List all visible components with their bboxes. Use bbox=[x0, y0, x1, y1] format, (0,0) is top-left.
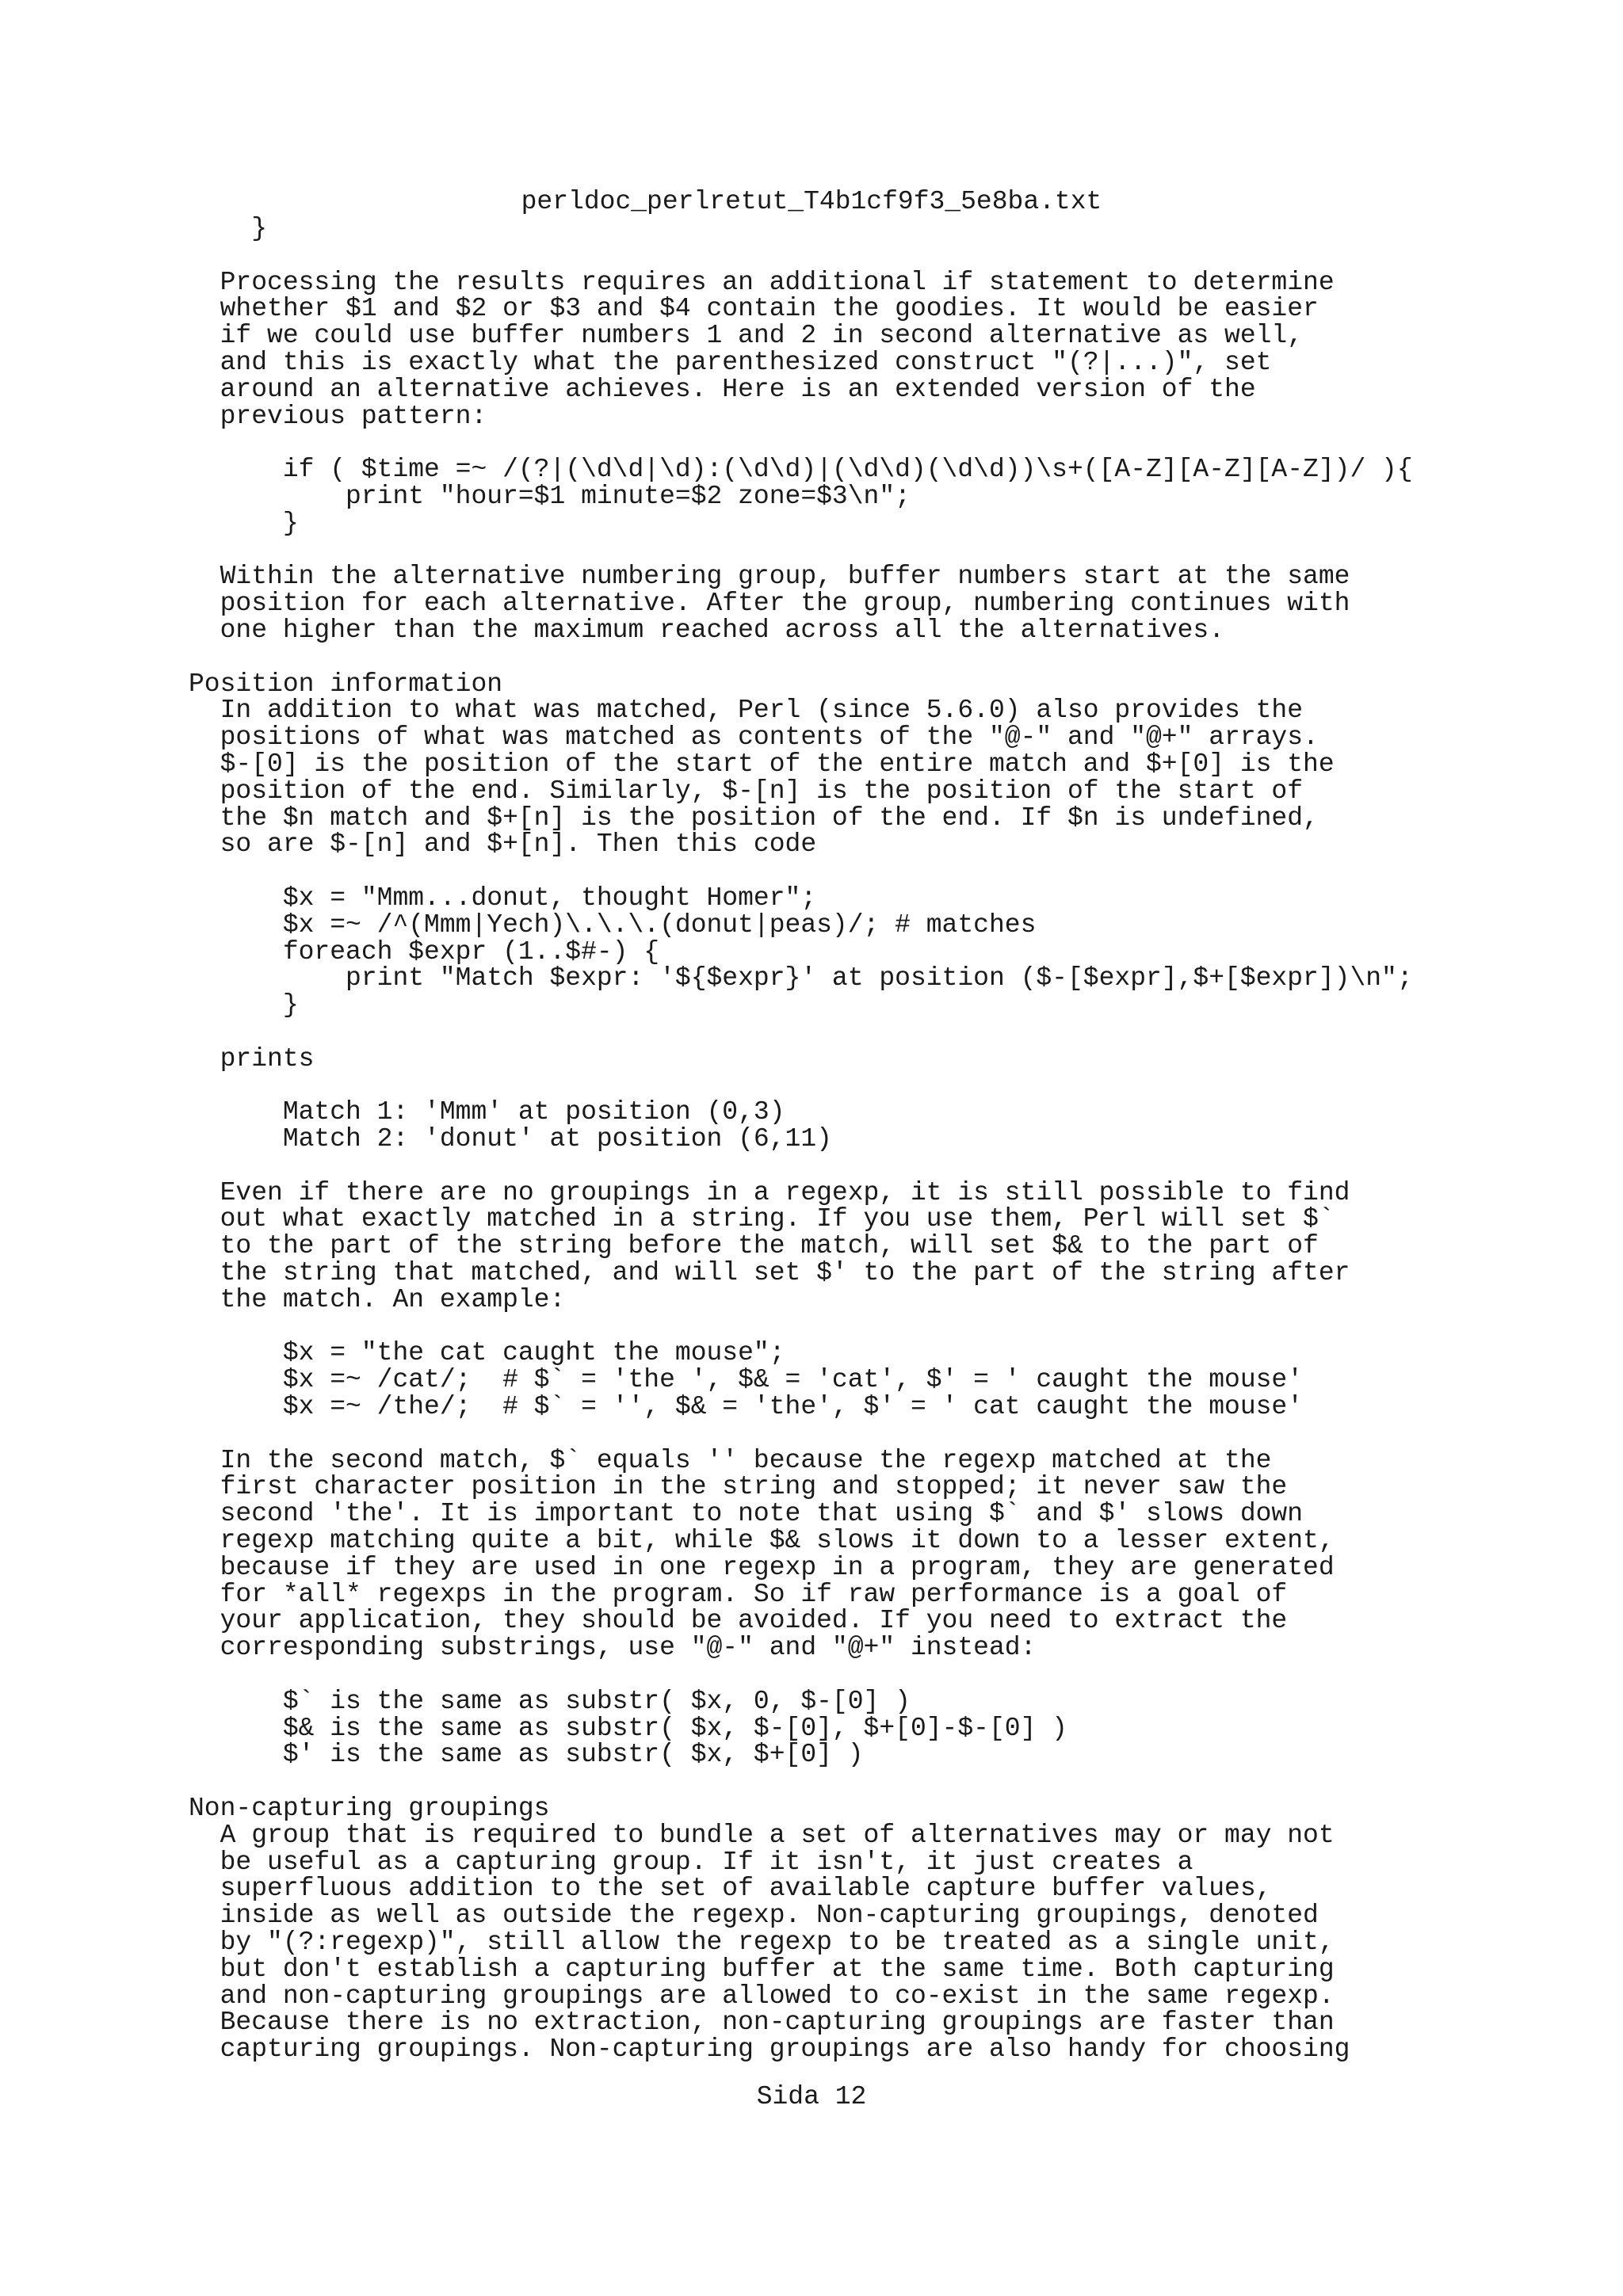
document-body-text: } Processing the results requires an additional if statement to determine whether $1 and $2 or $3 and $4 contain the goodies. It would be easier if we could use buffer numbers 1 and 2 in second alternative as well, and this is exactly what the parenthesized construct "(?|...)", set around an alternative achieves. Here is an extended version of the previous pattern: if ( $time =~ /(?|(\d\d|\d):(\d\d)|(\d\d)(\d\d))\s+([A-Z][A-Z][A-Z])/ ){ print "hour=$1 minute=$2 zone=$3\n"; } Within the alternative numbering group, buffer numbers start at the same position for each alternative. After the group, numbering continues with one higher than the maximum reached across all the alternatives. Position information In addition to what was matched, Perl (since 5.6.0) also provides the positions of what was matched as contents of the "@-" and "@+" arrays. $-[0] is the position of the start of the entire match and $+[0] is the position of the end. Similarly, $-[n] is the position of the start of the $n match and $+[n] is the position of the end. If $n is undefined, so are $-[n] and $+[n]. Then this code $x = "Mmm...donut, thought Homer"; $x =~ /^(Mmm|Yech)\.\.\.(donut|peas)/; # matches foreach $expr (1..$#-) { print "Match $expr: '${$expr}' at position ($-[$expr],$+[$expr])\n"; } prints Match 1: 'Mmm' at position (0,3) Match 2: 'donut' at position (6,11) Even if there are no groupings in a regexp, it is still possible to find out what exactly matched in a string. If you use them, Perl will set $` to the part of the string before the match, will set $& to the part of the string that matched, and will set $' to the part of the string after the match. An example: $x = "the cat caught the mouse"; $x =~ /cat/; # $` = 'the ', $& = 'cat', $' = ' caught the mouse' $x =~ /the/; # $` = '', $& = 'the', $' = ' cat caught the mouse' In the second match, $` equals '' because the regexp matched at the first character position in the string and stopped; it never saw the second 'the'. It is important to note that using $` and $' slows down regexp matching quite a bit, while $& slows it down to a lesser extent, because if they are used in one regexp in a program, they are generated for *all* regexps in the program. So if raw performance is a goal of your application, they should be avoided. If you need to extract the corresponding substrings, use "@-" and "@+" instead: $` is the same as substr( $x, 0, $-[0] ) $& is the same as substr( $x, $-[0], $+[0]-$-[0] ) $' is the same as substr( $x, $+[0] ) Non-capturing groupings A group that is required to bundle a set of alternatives may or may not be useful as a capturing group. If it isn't, it just creates a superfluous addition to the set of available capture buffer values, inside as well as outside the regexp. Non-capturing groupings, denoted by "(?:regexp)", still allow the regexp to be treated as a single unit, but don't establish a capturing buffer at the same time. Both capturing and non-capturing groupings are allowed to co-exist in the same regexp. Because there is no extraction, non-capturing groupings are faster than capturing groupings. Non-capturing groupings are also handy for choosing bbox=[189, 214, 1413, 2065]
page-number: Sida 12 bbox=[756, 2082, 867, 2111]
document-header-title: perldoc_perlretut_T4b1cf9f3_5e8ba.txt bbox=[521, 187, 1102, 216]
